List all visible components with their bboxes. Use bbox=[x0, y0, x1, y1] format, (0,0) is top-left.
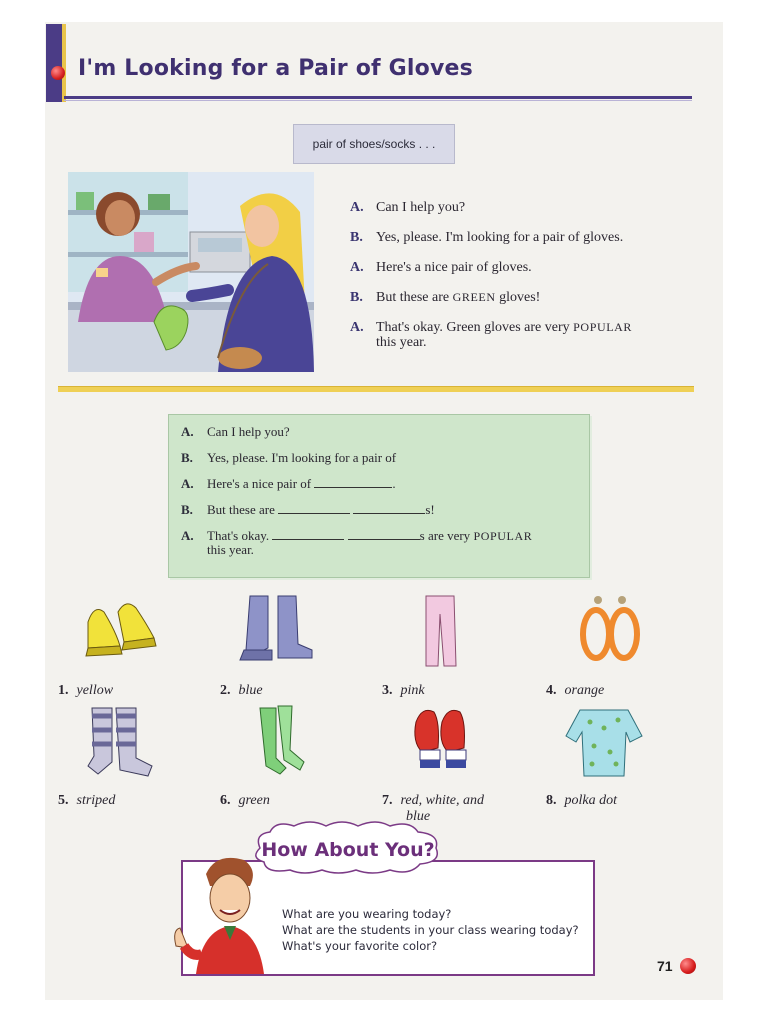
fill-in-blank[interactable] bbox=[278, 503, 350, 514]
page-number: 71 bbox=[657, 958, 673, 974]
substitution-text: pair of shoes/socks . . . bbox=[312, 137, 436, 151]
vocab-item-blue: 2. blue bbox=[220, 592, 330, 699]
store-scene-illustration bbox=[68, 172, 314, 372]
page-title: I'm Looking for a Pair of Gloves bbox=[78, 56, 473, 81]
boots-icon bbox=[220, 592, 330, 672]
vocab-label: orange bbox=[564, 683, 605, 698]
practice-box bbox=[168, 414, 590, 578]
practice-line: A. Can I help you? bbox=[181, 424, 290, 439]
boy-illustration bbox=[166, 850, 266, 974]
shelf-purse-icon bbox=[148, 194, 170, 210]
vocab-item-yellow: 1. yellow bbox=[58, 592, 168, 699]
socks-icon bbox=[58, 702, 168, 782]
substitution-box bbox=[293, 124, 455, 164]
vocab-item-striped: 5. striped bbox=[58, 702, 168, 809]
dialog-line bbox=[350, 230, 690, 245]
dialog-line bbox=[350, 200, 690, 215]
dialog-text: That's okay. Green gloves are very POPULAR this year. bbox=[376, 320, 633, 350]
practice-line: B. But these are s! bbox=[181, 502, 435, 517]
vocab-item-pink: 3. pink bbox=[382, 592, 492, 699]
question-item: What's your favorite color? bbox=[282, 939, 438, 953]
shoes-icon bbox=[58, 592, 168, 672]
practice-line: A. That's okay. s are very POPULAR this year. bbox=[181, 528, 533, 557]
question-item: What are you wearing today? bbox=[282, 907, 452, 921]
dialog-text: Can I help you? bbox=[376, 200, 466, 215]
pants-icon bbox=[382, 592, 492, 672]
speaker-label: B. bbox=[350, 290, 363, 305]
chapter-sidebar-accent bbox=[62, 24, 66, 102]
dialog-text: Yes, please. I'm looking for a pair of gloves. bbox=[376, 230, 624, 245]
fill-in-blank[interactable] bbox=[272, 529, 344, 540]
dialog-text: Here's a nice pair of gloves. bbox=[376, 260, 532, 275]
pajamas-icon bbox=[546, 702, 656, 782]
dialog-text: But these are GREEN gloves! bbox=[376, 290, 541, 305]
vocab-item-orange: 4. orange bbox=[546, 592, 656, 699]
vocab-label: yellow bbox=[76, 683, 114, 698]
question-item: What are the students in your class wearing today? bbox=[282, 923, 579, 937]
section-divider bbox=[58, 386, 694, 392]
speaker-label: A. bbox=[350, 320, 364, 335]
fill-in-blank[interactable] bbox=[353, 503, 425, 514]
title-bullet-icon bbox=[51, 66, 65, 80]
vocab-label: polka dot bbox=[564, 793, 617, 808]
fill-in-blank[interactable] bbox=[314, 477, 392, 488]
speaker-label: B. bbox=[350, 230, 363, 245]
earrings-icon bbox=[546, 592, 656, 672]
mittens-icon bbox=[382, 702, 492, 782]
how-about-you-title: How About You? bbox=[261, 839, 435, 861]
practice-line: B. Yes, please. I'm looking for a pair of bbox=[181, 450, 397, 465]
vocab-label: red, white, and bbox=[400, 793, 484, 808]
vocab-label: blue bbox=[406, 809, 431, 824]
dialog-line bbox=[350, 320, 690, 350]
dialog-line bbox=[350, 260, 690, 275]
shelf-bag-icon bbox=[76, 192, 94, 210]
vocab-item-green: 6. green bbox=[220, 702, 330, 809]
speaker-label: A. bbox=[350, 200, 364, 215]
vocab-item-red-white-blue: 7. red, white, and blue bbox=[382, 702, 492, 825]
model-dialog bbox=[350, 200, 690, 365]
vocab-label: blue bbox=[238, 683, 263, 698]
speech-bubble bbox=[250, 818, 450, 878]
dialog-line bbox=[350, 290, 690, 305]
vocab-item-polka-dot: 8. polka dot bbox=[546, 702, 656, 809]
stockings-icon bbox=[220, 702, 330, 782]
how-about-you-questions bbox=[282, 906, 579, 954]
page-bullet-icon bbox=[680, 958, 696, 974]
fill-in-blank[interactable] bbox=[348, 529, 420, 540]
vocab-label: pink bbox=[400, 683, 425, 698]
vocab-label: green bbox=[238, 793, 270, 808]
speaker-label: A. bbox=[350, 260, 364, 275]
chapter-sidebar-bar bbox=[46, 24, 62, 102]
practice-line: A. Here's a nice pair of . bbox=[181, 476, 396, 491]
handbag-icon bbox=[218, 347, 262, 369]
title-rule-thin bbox=[64, 100, 692, 101]
title-rule bbox=[64, 96, 692, 99]
vocab-label: striped bbox=[76, 793, 116, 808]
